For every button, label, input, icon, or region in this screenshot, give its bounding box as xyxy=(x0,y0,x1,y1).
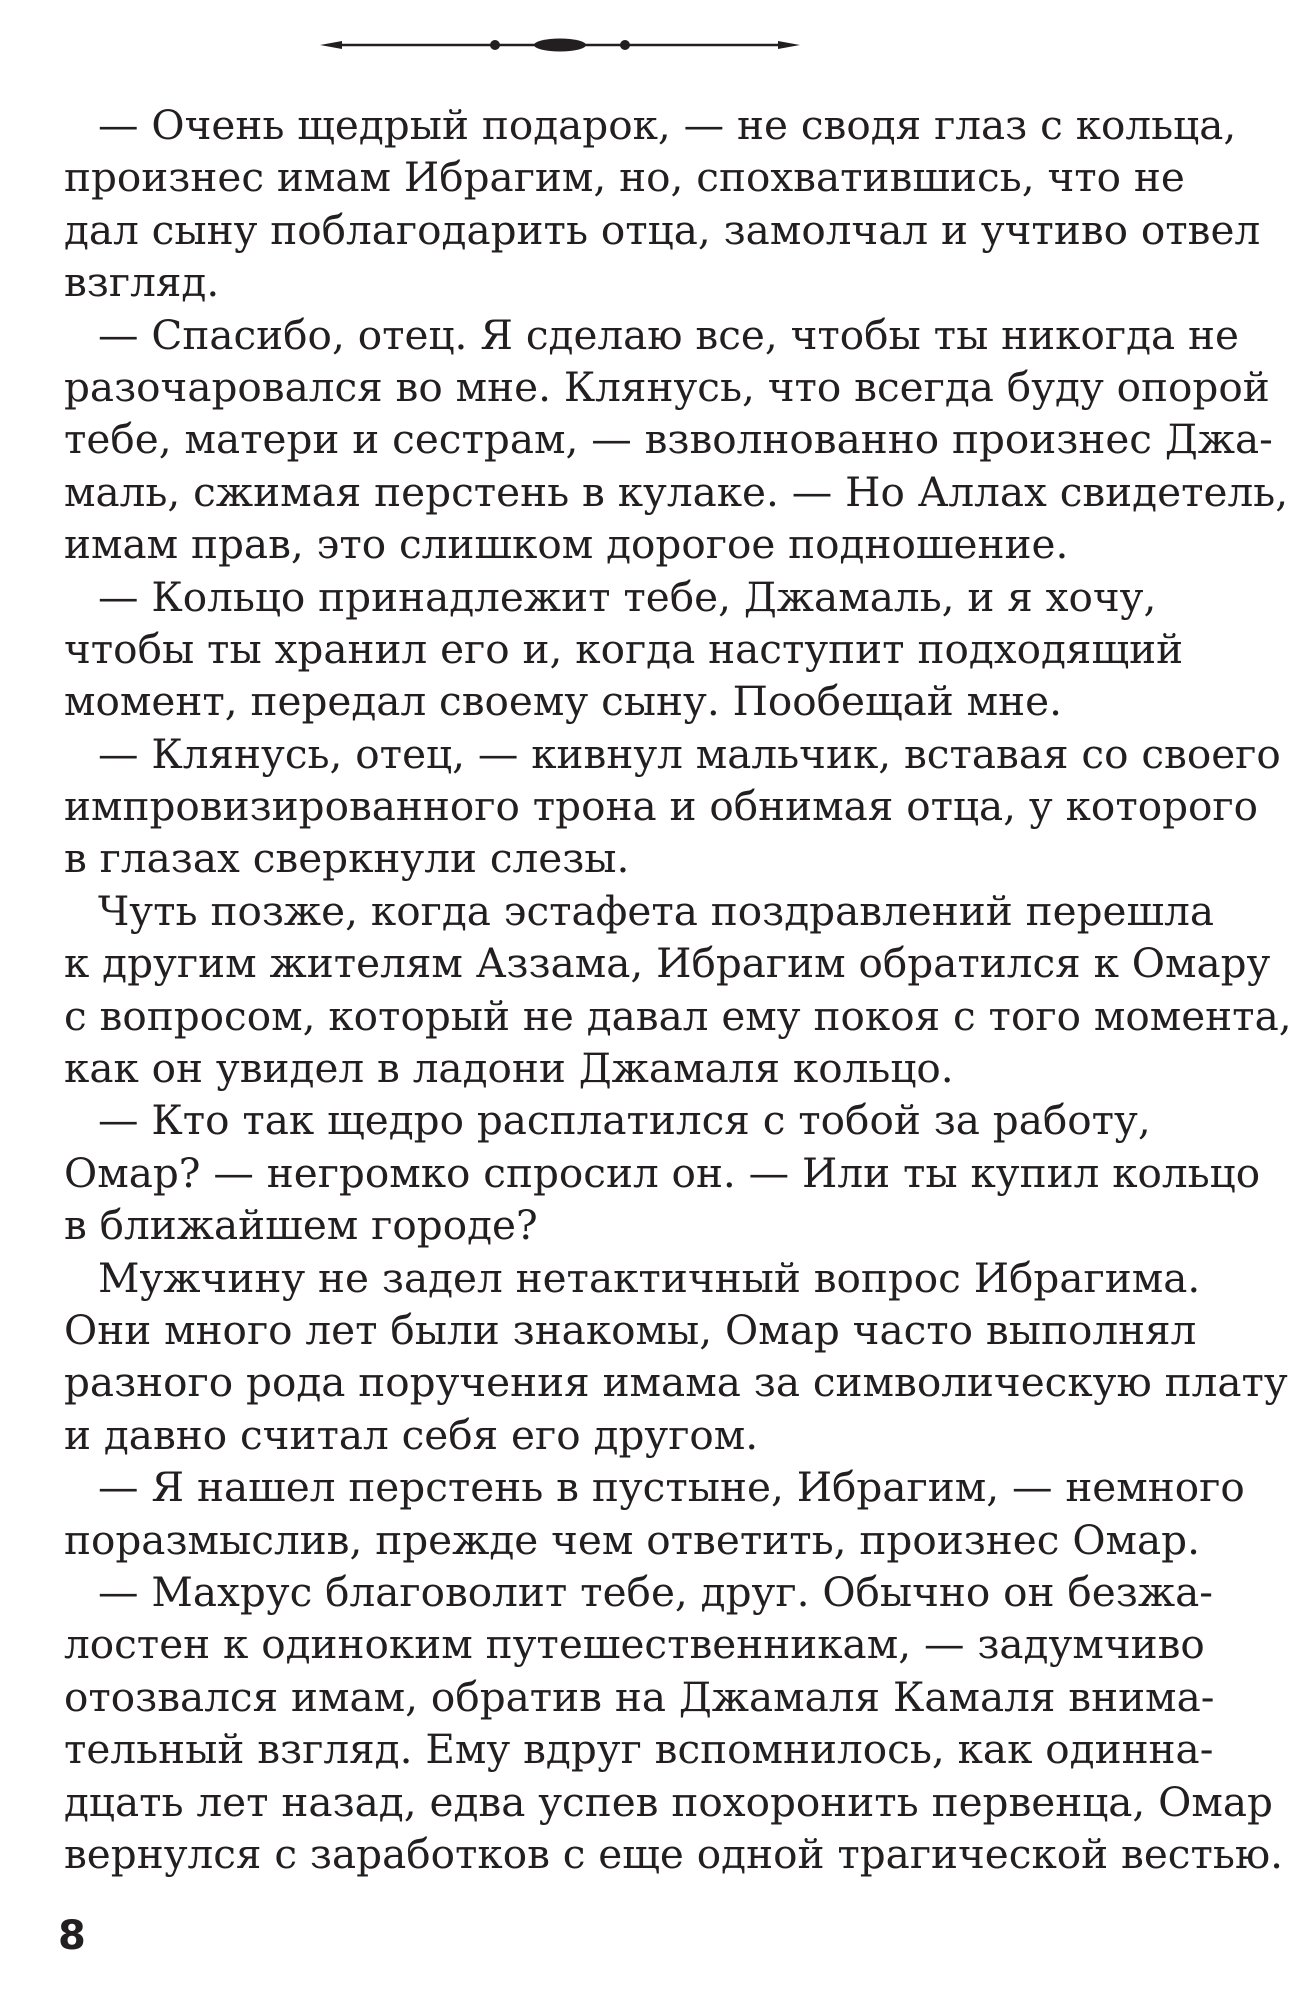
text-line: — Кольцо принадлежит тебе, Джамаль, и я хочу, xyxy=(98,572,1157,621)
text-line: импровизированного трона и обнимая отца, у которого xyxy=(64,782,1259,831)
text-line: — Я нашел перстень в пустыне, Ибрагим, — немного xyxy=(98,1463,1245,1512)
text-line: в ближайшем городе? xyxy=(64,1201,538,1250)
text-line: к другим жителям Аззама, Ибрагим обратился к Омару xyxy=(64,939,1271,988)
text-line: отозвался имам, обратив на Джамаля Камаля внима- xyxy=(64,1672,1215,1721)
text-line: имам прав, это слишком дорогое подношение. xyxy=(64,520,1069,569)
text-line: разного рода поручения имама за символическую плату xyxy=(64,1358,1288,1407)
page-number: 8 xyxy=(58,1913,86,1959)
text-line: вернулся с заработков с еще одной трагической вестью. xyxy=(64,1829,1284,1878)
text-line: тельный взгляд. Ему вдруг вспомнилось, как одинна- xyxy=(64,1725,1214,1774)
text-line: дцать лет назад, едва успев похоронить первенца, Омар xyxy=(64,1777,1273,1826)
text-line: — Очень щедрый подарок, — не сводя глаз с кольца, xyxy=(98,101,1237,149)
text-line: Чуть позже, когда эстафета поздравлений перешла xyxy=(98,886,1214,935)
text-line: как он увидел в ладони Джамаля кольцо. xyxy=(64,1044,954,1093)
text-line: тебе, матери и сестрам, — взволнованно произнес Джа- xyxy=(64,415,1273,464)
text-line: Омар? — негромко спросил он. — Или ты купил кольцо xyxy=(64,1148,1261,1197)
text-line: в глазах сверкнули слезы. xyxy=(64,834,630,883)
text-line: взгляд. xyxy=(64,258,220,307)
text-line: — Спасибо, отец. Я сделаю все, чтобы ты никогда не xyxy=(98,310,1240,359)
text-line: — Клянусь, отец, — кивнул мальчик, вставая со своего xyxy=(98,729,1281,778)
body-text xyxy=(64,99,1292,1880)
text-line: с вопросом, который не давал ему покоя с того момента, xyxy=(64,991,1292,1040)
text-line: и давно считал себя его другом. xyxy=(64,1410,759,1459)
text-line: чтобы ты хранил его и, когда наступит подходящий xyxy=(64,624,1184,673)
text-line: Они много лет были знакомы, Омар часто выполнял xyxy=(64,1305,1197,1354)
ornament-divider-icon xyxy=(320,30,800,60)
text-line: разочаровался во мне. Клянусь, что всегда буду опорой xyxy=(64,362,1270,411)
text-line: поразмыслив, прежде чем ответить, произнес Омар. xyxy=(64,1515,1200,1564)
text-line: дал сыну поблагодарить отца, замолчал и учтиво отвел xyxy=(64,205,1261,254)
text-line: произнес имам Ибрагим, но, спохватившись, что не xyxy=(64,153,1185,202)
text-line: момент, передал своему сыну. Пообещай мне. xyxy=(64,677,1063,726)
text-line: — Махрус благоволит тебе, друг. Обычно он безжа- xyxy=(98,1567,1213,1616)
text-line: Мужчину не задел нетактичный вопрос Ибрагима. xyxy=(98,1253,1201,1302)
text-line: маль, сжимая перстень в кулаке. — Но Аллах свидетель, xyxy=(64,467,1289,516)
text-line: — Кто так щедро расплатился с тобой за работу, xyxy=(98,1096,1151,1145)
text-line: лостен к одиноким путешественникам, — задумчиво xyxy=(64,1620,1205,1669)
